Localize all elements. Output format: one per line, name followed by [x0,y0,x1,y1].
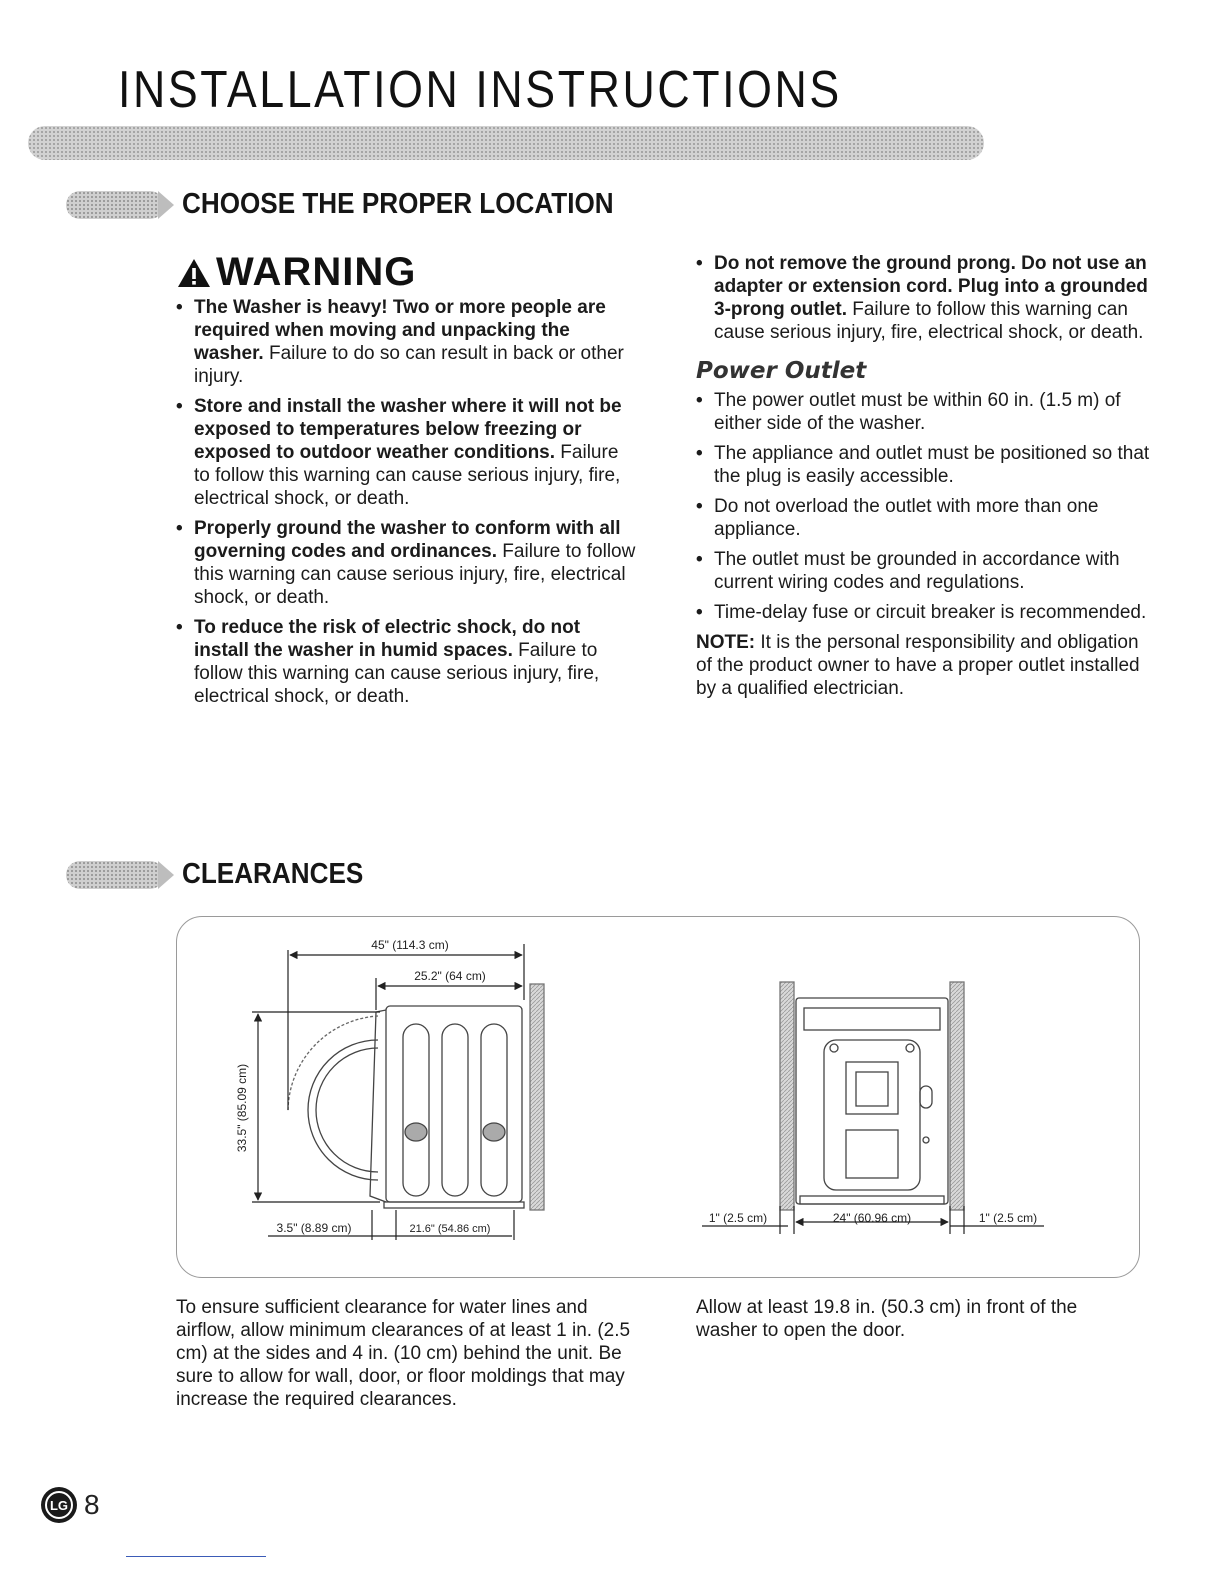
note-text: It is the personal responsibility and obligation of the product owner to have a proper outlet installed by a qualified electrician. [696,632,1140,699]
warning-bullet [176,395,636,510]
warning-triangle-icon [176,257,212,289]
height-label: 33.5" (85.09 cm) [235,1063,249,1153]
warning-header [176,250,416,295]
note-label: NOTE: [696,632,756,653]
power-outlet-note [696,631,1152,700]
page-title: INSTALLATION INSTRUCTIONS [118,61,842,119]
clearance-paragraph-left: To ensure sufficient clearance for water lines and airflow, allow minimum clearances of at least 1 in. (2.5 cm) at the sides and 4 in. (10 cm) behind the unit. Be sure to allow for wall, door, or floor moldings that may increase the required clearances. [176,1297,631,1410]
warning-bullet-bold: Properly ground the washer to conform with all governing codes and ordinances. [194,518,621,562]
power-outlet-bullet: • The appliance and outlet must be positioned so that the plug is easily accessible. [696,442,1152,488]
clearance-diagram-frame [176,916,1140,1278]
clearance-paragraph-right: Allow at least 19.8 in. (50.3 cm) in front of the washer to open the door. [696,1297,1078,1341]
lg-logo-text: LG [49,1498,69,1513]
title-divider-bar [28,126,984,160]
lg-logo-icon [40,1486,78,1524]
warning-label: WARNING [216,250,417,294]
side-left-label: 1" (2.5 cm) [708,1211,768,1225]
cabinet-depth-label: 25.2" (64 cm) [414,969,486,983]
power-outlet-heading: Power Outlet [696,358,867,384]
clearances-section-header [66,858,383,891]
warning-bullet-bold: The Washer is heavy! Two or more people are required when moving and unpacking the washer. [194,297,606,364]
warning-bullet-text: Failure to follow this warning can cause serious injury, fire, electrical shock, or death. [194,442,621,509]
power-outlet-bullet: • Time-delay fuse or circuit breaker is recommended. [696,601,1152,624]
warning-left-column [176,296,636,715]
warning-bullet-text: Failure to follow this warning can cause serious injury, fire, electrical shock, or death. [714,299,1144,343]
section-arrow-icon [66,191,176,219]
warning-bullet [696,252,1152,344]
door-depth-label: 3.5" (8.89 cm) [276,1221,352,1235]
overall-depth-label: 45" (114.3 cm) [371,938,449,952]
warning-bullet-text: Failure to follow this warning can cause serious injury, fire, electrical shock, or death. [194,640,600,707]
page-number: 8 [84,1489,100,1520]
warning-bullet [176,616,636,708]
power-outlet-bullet: • Do not overload the outlet with more than one appliance. [696,495,1152,541]
body-depth-label: 21.6" (54.86 cm) [409,1223,491,1235]
warning-bullet-bold: To reduce the risk of electric shock, do not install the washer in humid spaces. [194,617,581,661]
location-section-title: CHOOSE THE PROPER LOCATION [182,188,614,220]
warning-bullet-text: Failure to do so can result in back or other injury. [194,343,624,387]
warning-bullet-bold: Store and install the washer where it will not be exposed to temperatures below freezing or exposed to outdoor weather conditions. [194,396,622,463]
page-footer [40,1486,100,1524]
warning-bullet-bold: Do not remove the ground prong. Do not use an adapter or extension cord. Plug into a grounded 3-prong outlet. [714,253,1148,320]
power-outlet-bullet: • The outlet must be grounded in accordance with current wiring codes and regulations. [696,548,1152,594]
clearances-section-title: CLEARANCES [182,858,364,890]
power-outlet-bullet: • The power outlet must be within 60 in. (1.5 m) of either side of the washer. [696,389,1152,435]
location-section-header [66,188,662,221]
warning-bullet [176,517,636,609]
warning-bullet-text: Failure to follow this warning can cause serious injury, fire, electrical shock, or death. [194,541,636,608]
side-right-label: 1" (2.5 cm) [978,1211,1038,1225]
warning-right-column [696,252,1152,700]
footer-rule [126,1556,266,1557]
width-label: 24" (60.96 cm) [832,1211,912,1225]
warning-bullet [176,296,636,388]
section-arrow-icon [66,861,176,889]
